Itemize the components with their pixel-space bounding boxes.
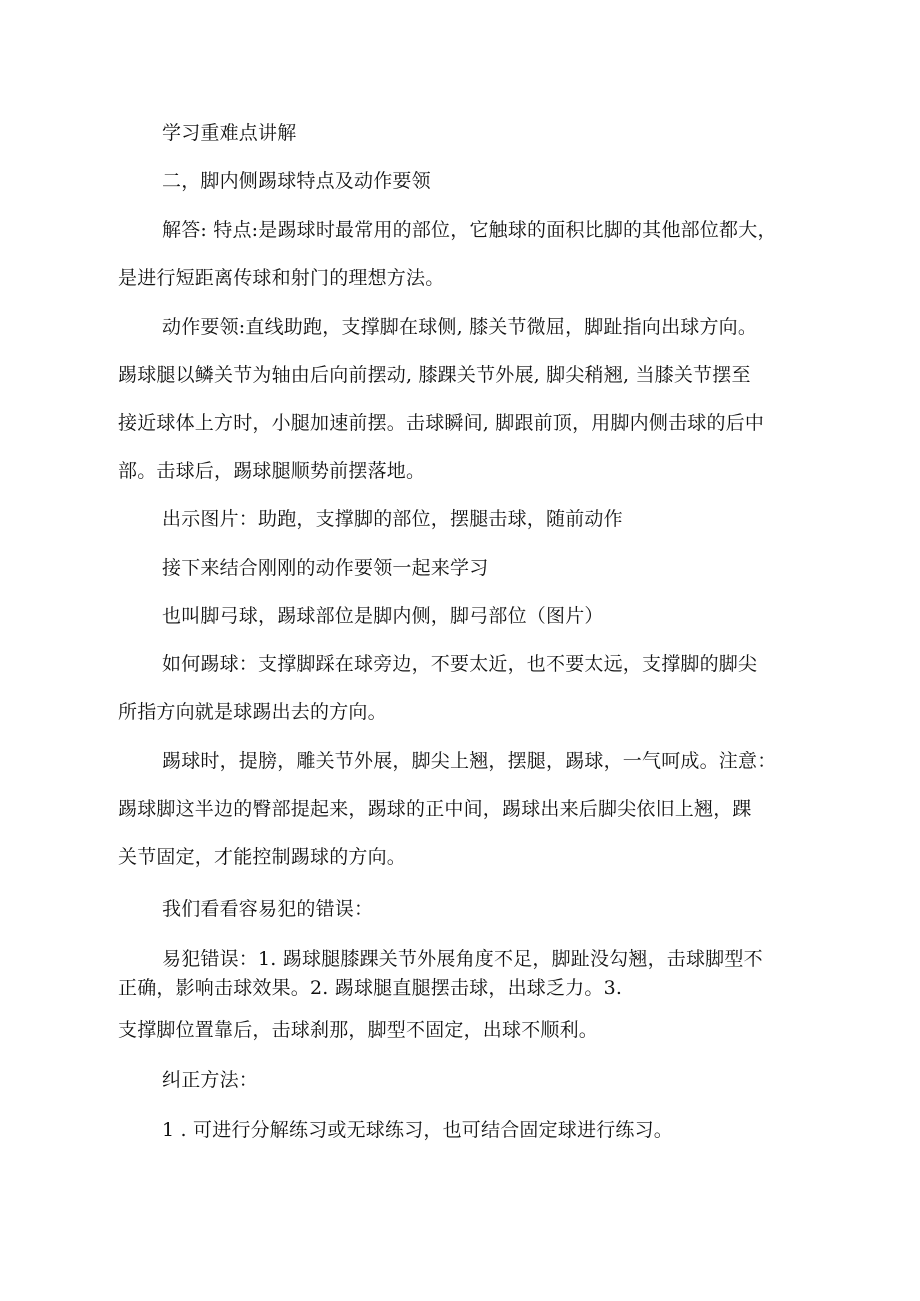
paragraph-line: 纠正方法： xyxy=(162,1069,259,1091)
paragraph-line: 踢球脚这半边的臀部提起来，踢球的正中间，踢球出来后脚尖依旧上翘，踝 xyxy=(118,798,752,820)
paragraph-line: 也叫脚弓球，踢球部位是脚内侧，脚弓部位（图片） xyxy=(162,605,604,627)
paragraph-line: 踢球腿以鳞关节为轴由后向前摆动, 膝踝关节外展, 脚尖稍翘, 当膝关节摆至 xyxy=(118,364,751,386)
paragraph-line: 解答: 特点:是踢球时最常用的部位，它触球的面积比脚的其他部位都大， xyxy=(162,219,777,241)
paragraph-line: 接近球体上方时，小腿加速前摆。击球瞬间, 脚跟前顶，用脚内侧击球的后中 xyxy=(118,412,765,434)
paragraph-line: 我们看看容易犯的错误： xyxy=(162,898,374,920)
paragraph-line: 动作要领:直线助跑，支撑脚在球侧, 膝关节微屈，脚趾指向出球方向。 xyxy=(162,316,758,338)
paragraph-line: 如何踢球：支撑脚踩在球旁边，不要太近，也不要太远，支撑脚的脚尖 xyxy=(162,653,758,675)
paragraph-line: 部。击球后，踢球腿顺势前摆落地。 xyxy=(118,460,426,482)
paragraph-line: 支撑脚位置靠后，击球刹那，脚型不固定，出球不顺利。 xyxy=(118,1019,599,1041)
paragraph-line: 1 . 可进行分解练习或无球练习，也可结合固定球进行练习。 xyxy=(162,1119,674,1141)
paragraph-line: 出示图片：助跑，支撑脚的部位，摆腿击球，随前动作 xyxy=(162,508,623,530)
section-heading: 学习重难点讲解 xyxy=(162,122,297,144)
paragraph-line: 易犯错误：1. 踢球腿膝踝关节外展角度不足，脚趾没勾翘，击球脚型不 xyxy=(162,948,763,970)
paragraph-line: 接下来结合刚刚的动作要领一起来学习 xyxy=(162,557,489,579)
paragraph-line: 踢球时，提膀，雕关节外展，脚尖上翘，摆腿，踢球，一气呵成。注意： xyxy=(162,750,777,772)
paragraph-line: 所指方向就是球踢出去的方向。 xyxy=(118,701,387,723)
paragraph-line: 是进行短距离传球和射门的理想方法。 xyxy=(118,267,445,289)
subsection-title: 二，脚内侧踢球特点及动作要领 xyxy=(162,170,431,192)
paragraph-line: 正确，影响击球效果。2. 踢球腿直腿摆击球，出球乏力。3. xyxy=(118,977,623,999)
paragraph-line: 关节固定，才能控制踢球的方向。 xyxy=(118,846,407,868)
